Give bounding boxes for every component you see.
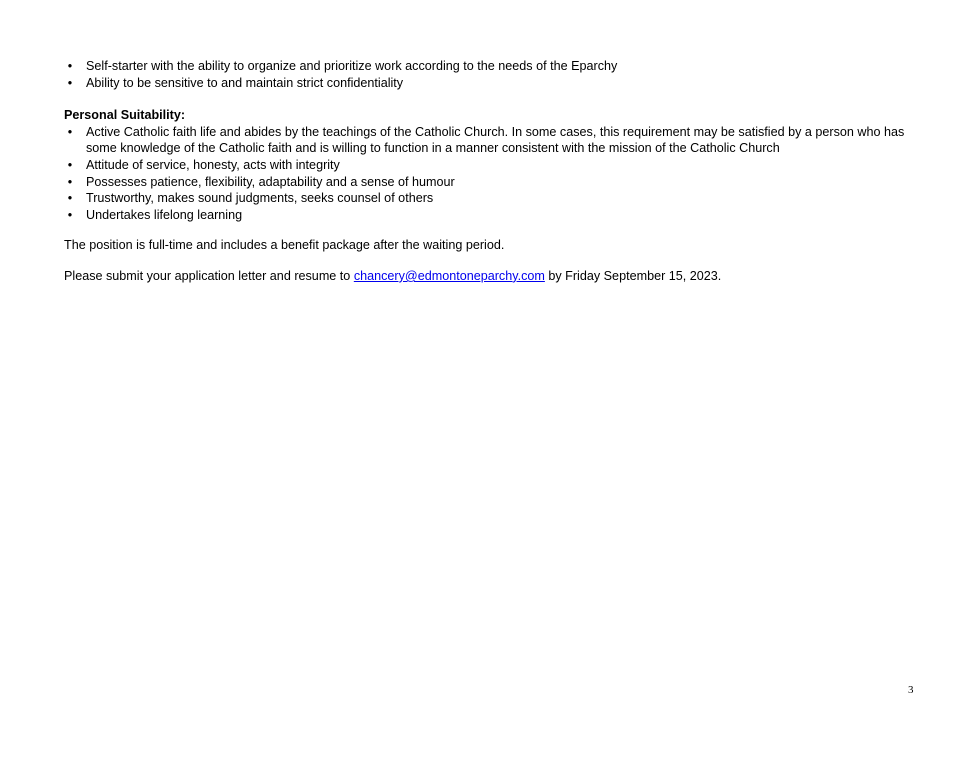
bullet-icon: • [67,191,73,206]
skills-list [64,58,924,91]
list-item-text: Self-starter with the ability to organize and prioritize work according to the needs of the Eparchy [86,59,618,73]
personal-suitability-heading: Personal Suitability: [64,108,186,123]
submission-prefix: Please submit your application letter and resume to [64,268,354,283]
list-item [64,157,924,174]
bullet-icon: • [67,75,73,90]
list-item [64,207,924,224]
page-number: 3 [908,684,914,696]
submission-instructions [64,268,924,285]
submission-suffix: by Friday September 15, 2023. [544,268,722,283]
position-note: The position is full-time and includes a benefit package after the waiting period. [64,238,505,253]
bullet-icon: • [67,157,73,172]
bullet-icon: • [67,207,73,222]
email-link[interactable]: chancery@edmontoneparchy.com [353,268,545,283]
personal-suitability-list [64,124,924,224]
list-item-text: Attitude of service, honesty, acts with integrity [86,157,340,172]
list-item [64,58,924,75]
bullet-icon: • [67,59,73,73]
list-item [64,190,924,207]
list-item-text: Trustworthy, makes sound judgments, seeks counsel of others [86,191,434,206]
list-item [64,124,924,157]
list-item-text: Ability to be sensitive to and maintain strict confidentiality [86,75,404,90]
bullet-icon: • [67,174,73,189]
list-item [64,75,924,92]
list-item-text: Undertakes lifelong learning [86,207,243,222]
list-item [64,174,924,191]
list-item-text: Active Catholic faith life and abides by the teachings of the Catholic Church. In some cases, this requirement may be satisfied by a person who has some knowledge of the Catholic faith and is willing to function in a manner consistent with the mission of the Catholic Church [86,124,905,156]
list-item-text: Possesses patience, flexibility, adaptability and a sense of humour [86,174,455,189]
document-body [64,58,924,285]
bullet-icon: • [67,124,73,139]
